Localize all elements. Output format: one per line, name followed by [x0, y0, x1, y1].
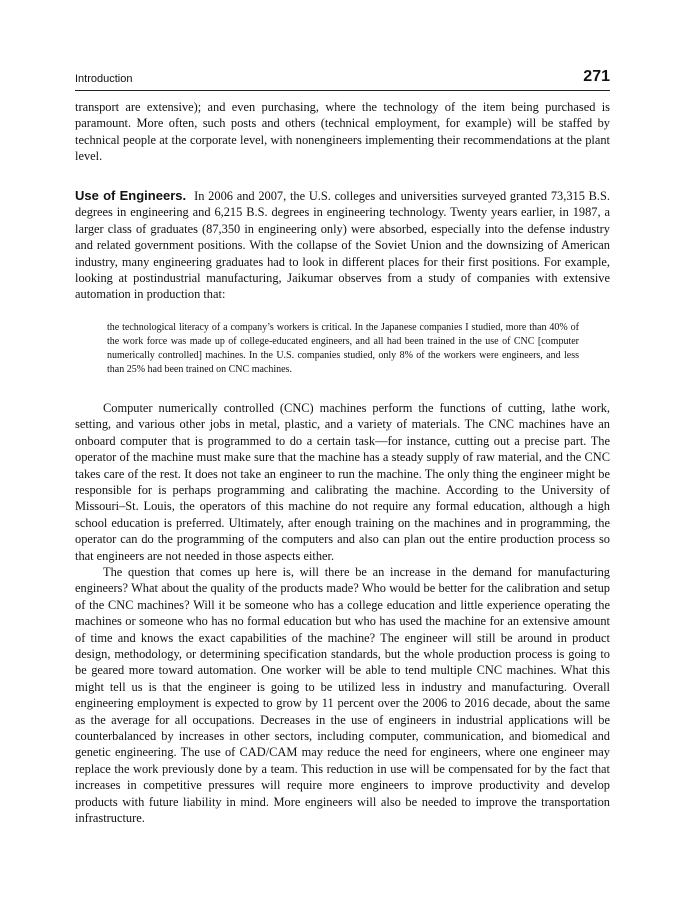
- paragraph-use-of-engineers-text: In 2006 and 2007, the U.S. colleges and universities surveyed granted 73,315 B.S. degrees in engineering and 6,215 B.S. degrees in engineering technology. Twenty years earlier, in 1987, a larger class of graduates (87,350 in engineering only) were absorbed, especially into the defense industry and related government positions. With the collapse of the Soviet Union and the downsizing of American industry, many engineering graduates had to look in different places for their first positions. For example, looking at postindustrial manufacturing, Jaikumar observes from a study of companies with extensive automation in production that:: [75, 189, 610, 302]
- paragraph-cnc-machines: Computer numerically controlled (CNC) machines perform the functions of cutting, lathe work, setting, and various other jobs in metal, plastic, and a variety of materials. The CNC machines have an onboard computer that is programmed to do a certain task—for instance, cutting out a precise part. The operator of the machine must make sure that the machine has a steady supply of raw material, and the CNC takes care of the rest. It does not take an engineer to run the machine. The only thing the engineer might be responsible for is perhaps programming and calibrating the machine. According to the University of Missouri–St. Louis, the operators of this machine do not require any formal education, although a high school education is preferred. Ultimately, after enough training on the machines and in programming, the operator can do the programming of the computers and also can plan out the entire production process so that engineers are not needed in those aspects either.: [75, 401, 610, 563]
- block-quote: the technological literacy of a company’s workers is critical. In the Japanese companies I studied, more than 40% of the work force was made up of college-educated engineers, and all had been trained in the use of CNC [computer numerically controlled] machines. In the U.S. companies studied, only 8% of the workers were engineers, and less than 25% had been trained on CNC machines.: [107, 322, 579, 375]
- run-in-heading: Use of Engineers.: [75, 188, 187, 203]
- paragraph-use-of-engineers: [75, 188, 610, 303]
- section-title: Introduction: [75, 73, 133, 85]
- page-number: 271: [583, 68, 610, 85]
- paragraph-manufacturing-demand: The question that comes up here is, will there be an increase in the demand for manufacturing engineers? What about the quality of the products made? Who would be better for the calibration and setup of the CNC machines? Will it be someone who has a college education and little experience operating the machines or someone who has no formal education but who has used the machine for an extensive amount of time and knows the exact capabilities of the machine? The engineer will still be around in product design, methodology, or determining specification standards, but the whole production process is going to be geared more toward automation. One worker will be able to tend multiple CNC machines. What this might tell us is that the engineer is going to be utilized less in industry and manufacturing. Overall engineering employment is expected to grow by 11 percent over the 2006 to 2016 decade, about the same as the average for all occupations. Decreases in the use of engineers in industrial applications will be counterbalanced by increases in other sectors, including computer, communication, and biomedical and genetic engineering. The use of CAD/CAM may reduce the need for engineers, where one engineer may replace the work previously done by a team. This reduction in use will be compensated for by the fact that increases in competitive pressures will require more engineers to improve productivity and develop products with future liability in mind. More engineers will also be needed to improve the transportation infrastructure.: [75, 565, 610, 826]
- paragraph-continuation: transport are extensive); and even purchasing, where the technology of the item being purchased is paramount. More often, such posts and others (technical employment, for example) will be staffed by technical people at the corporate level, with nonengineers implementing their recommendations at the plant level.: [75, 100, 610, 164]
- running-head: [75, 66, 610, 91]
